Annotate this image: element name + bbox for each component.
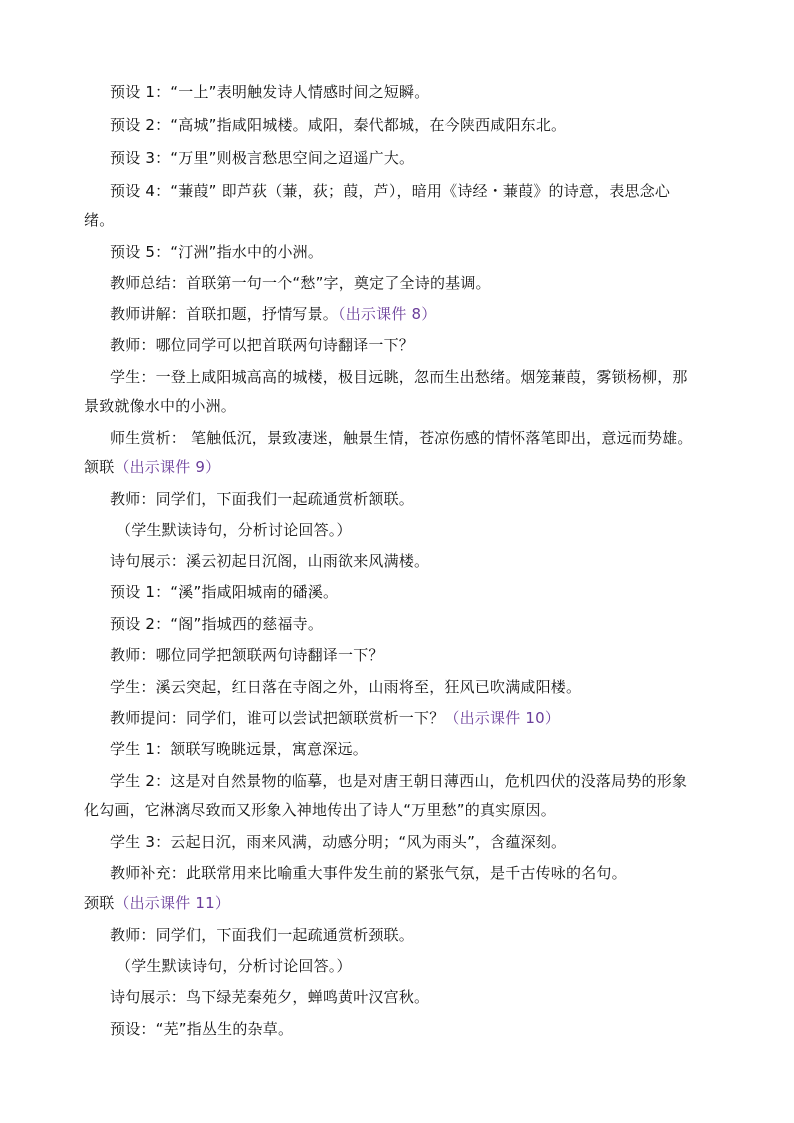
section-heading bbox=[84, 893, 230, 913]
text-line: 教师：同学们，下面我们一起疏通赏析颈联。 bbox=[110, 926, 415, 944]
courseware-ref: （出示课件 11） bbox=[114, 894, 231, 912]
poem-label: 诗句展示： bbox=[110, 552, 187, 570]
text-line: 教师：同学们，下面我们一起疏通赏析颔联。 bbox=[110, 490, 415, 508]
text-line: 师生赏析： 笔触低沉，景致凄迷，触景生情，苍凉伤感的情怀落笔即出，意远而势雄。 bbox=[110, 429, 693, 447]
text-line: 预设：“芜”指丛生的杂草。 bbox=[110, 1020, 294, 1038]
text-line: 学生：一登上咸阳城高高的城楼，极目远眺，忽而生出愁绪。烟笼蒹葭，雾锁杨柳，那 bbox=[110, 368, 688, 386]
text-line bbox=[110, 708, 560, 728]
poem-line bbox=[110, 987, 429, 1007]
poem-text: 鸟下绿芜秦苑夕，蝉鸣黄叶汉宫秋。 bbox=[186, 988, 430, 1006]
heading-text: 颔联 bbox=[84, 458, 115, 476]
text-line: 绪。 bbox=[84, 211, 115, 229]
text-line: 预设 3：“万里”则极言愁思空间之迢遥广大。 bbox=[110, 149, 415, 167]
poem-label: 诗句展示： bbox=[110, 988, 187, 1006]
poem-text: 溪云初起日沉阁，山雨欲来风满楼。 bbox=[186, 552, 430, 570]
text-line: 预设 5：“汀洲”指水中的小洲。 bbox=[110, 243, 324, 261]
section-heading bbox=[84, 457, 220, 477]
text-line: 预设 2：“阁”指城西的慈福寺。 bbox=[110, 615, 324, 633]
text-line: 景致就像水中的小洲。 bbox=[84, 397, 237, 415]
text-line: 学生 2：这是对自然景物的临摹，也是对唐王朝日薄西山，危机四伏的没落局势的形象 bbox=[110, 772, 688, 790]
text-line: 化勾画，它淋漓尽致而又形象入神地传出了诗人“万里愁”的真实原因。 bbox=[84, 801, 556, 819]
courseware-ref: （出示课件 9） bbox=[114, 458, 221, 476]
text-line: 预设 1：“一上”表明触发诗人情感时间之短瞬。 bbox=[110, 83, 430, 101]
line-text: 教师提问：同学们，谁可以尝试把颔联赏析一下？ bbox=[110, 709, 445, 727]
line-text: 教师讲解：首联扣题，抒情写景。 bbox=[110, 305, 339, 323]
text-line: 学生 3：云起日沉，雨来风满，动感分明；“风为雨头”，含蕴深刻。 bbox=[110, 833, 567, 851]
text-line: 教师总结：首联第一句一个“愁”字，奠定了全诗的基调。 bbox=[110, 274, 491, 292]
poem-line bbox=[110, 551, 429, 571]
text-line: 教师：哪位同学把颔联两句诗翻译一下？ bbox=[110, 646, 384, 664]
text-line bbox=[110, 304, 436, 324]
text-line: 预设 4：“蒹葭” 即芦荻（蒹，荻；葭，芦），暗用《诗经・蒹葭》的诗意，表思念心 bbox=[110, 182, 671, 200]
courseware-ref: （出示课件 10） bbox=[444, 709, 561, 727]
text-line: 教师：哪位同学可以把首联两句诗翻译一下？ bbox=[110, 336, 415, 354]
text-line: 教师补充：此联常用来比喻重大事件发生前的紧张气氛，是千古传咏的名句。 bbox=[110, 864, 627, 882]
text-line: 预设 1：“溪”指咸阳城南的磻溪。 bbox=[110, 583, 339, 601]
text-line: 预设 2：“高城”指咸阳城楼。咸阳，秦代都城，在今陕西咸阳东北。 bbox=[110, 116, 567, 134]
text-line: 学生 1：颔联写晚眺远景，寓意深远。 bbox=[110, 740, 368, 758]
text-line: 学生：溪云突起，红日落在寺阁之外，山雨将至，狂风已吹满咸阳楼。 bbox=[110, 678, 582, 696]
courseware-ref: （出示课件 8） bbox=[338, 305, 437, 323]
heading-text: 颈联 bbox=[84, 894, 115, 912]
text-line: （学生默读诗句，分析讨论回答。） bbox=[116, 521, 352, 539]
text-line: （学生默读诗句，分析讨论回答。） bbox=[116, 957, 352, 975]
